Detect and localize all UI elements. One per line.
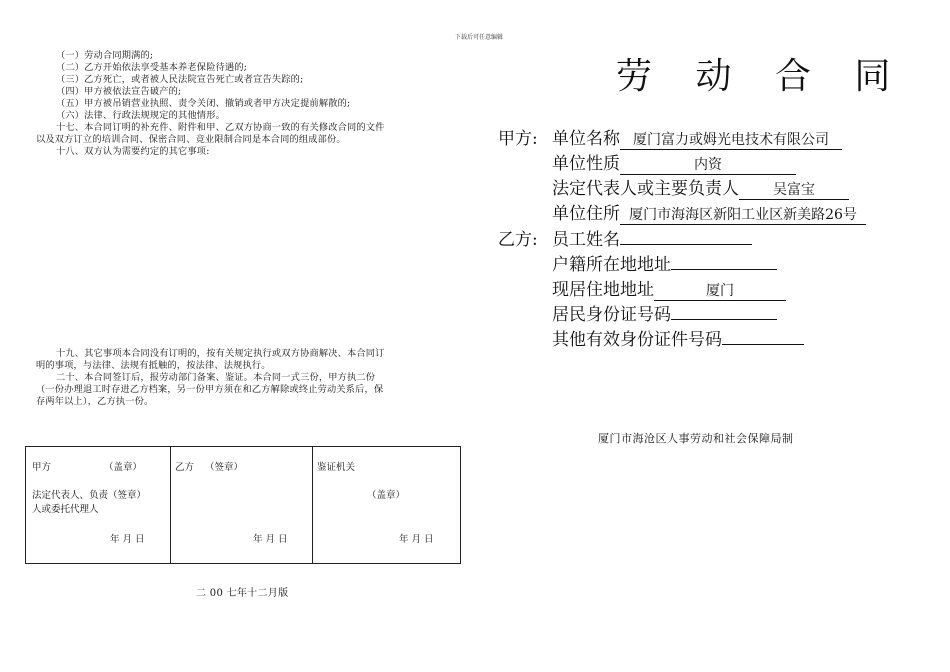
party-a-cell <box>26 447 170 563</box>
id-label: 居民身份证号码 <box>552 305 671 325</box>
clause-18: 十八、双方认为需要约定的其它事项: <box>56 146 210 157</box>
clause-19-line-1: 十九、其它事项本合同没有订明的，按有关规定执行或双方协商解决、本合同订 <box>56 348 385 359</box>
clause-item: （四）甲方被依法宣告破产的; <box>56 86 182 97</box>
clause-item: （二）乙方开始依法享受基本养老保险待遇的; <box>56 62 248 73</box>
legal-rep-label: 法定代表人或主要负责人 <box>552 179 739 199</box>
verify-date: 年 月 日 <box>399 534 434 545</box>
clause-20-line-2: （一份办理退工时存进乙方档案，另一份甲方须在和乙方解除或终止劳动关系后，保 <box>36 384 384 395</box>
version-note: 二 00 七年十二月版 <box>196 588 289 599</box>
legal-rep-value: 吴富宝 <box>739 181 849 200</box>
legal-rep-row <box>552 178 849 200</box>
address-label: 单位住所 <box>552 204 620 224</box>
clause-item: （三）乙方死亡，或者被人民法院宣告死亡或者宣告失踪的; <box>56 74 304 85</box>
contract-title: 劳 动 合 同 <box>616 56 907 97</box>
verify-seal: （盖章） <box>367 490 406 501</box>
party-b-heading: 乙方: <box>498 230 538 250</box>
closing-clauses <box>36 348 385 408</box>
other-id-row <box>552 329 804 351</box>
party-a-date: 年 月 日 <box>110 534 145 545</box>
verify-label: 鉴证机关 <box>317 462 356 473</box>
unit-nature-value: 内资 <box>620 156 796 175</box>
clause-19-line-2: 明的事项，与法律、法规有抵触的，按法律、法规执行。 <box>36 360 271 371</box>
clause-item: （一）劳动合同期满的; <box>56 50 154 61</box>
unit-name-label: 单位名称 <box>552 129 620 149</box>
party-a-heading: 甲方: <box>498 129 538 149</box>
residence-label: 现居住地地址 <box>552 280 654 300</box>
header-note: 下载后可任意编辑 <box>455 34 504 41</box>
clause-item: （六）法律、行政法规规定的其他情形。 <box>56 110 225 121</box>
clause-17-line-1: 十七、本合同订明的补充件、附件和甲、乙双方协商一致的有关修改合同的文件 <box>56 122 385 133</box>
signature-table <box>25 446 461 564</box>
unit-nature-row <box>552 153 796 175</box>
party-a-label: 甲方 <box>32 462 52 473</box>
termination-clauses <box>36 50 385 158</box>
other-id-label: 其他有效身份证件号码 <box>552 330 722 350</box>
residence-value: 厦门 <box>654 282 786 301</box>
party-b-date: 年 月 日 <box>253 534 288 545</box>
employee-name-label: 员工姓名 <box>552 230 620 250</box>
legal-rep-line-1: 法定代表人、负责（签章） <box>32 490 147 501</box>
verify-cell <box>312 447 461 563</box>
residence-row <box>552 279 786 301</box>
party-b-cell <box>170 447 313 563</box>
party-a-seal: （盖章） <box>104 462 143 473</box>
clause-17-line-2: 以及双方订立的培训合同、保密合同、竞业限制合同是本合同的组成部份。 <box>36 134 346 145</box>
other-id-value <box>722 344 804 345</box>
clause-item: （五）甲方被吊销营业执照、责令关闭、撤销或者甲方决定提前解散的; <box>56 98 351 109</box>
hukou-value <box>671 269 777 270</box>
clause-20-line-1: 二十、本合同签订后，报劳动部门备案、鉴证。本合同一式三份，甲方执二份 <box>56 372 376 383</box>
issuer-note: 厦门市海沧区人事劳动和社会保障局制 <box>598 432 794 445</box>
employee-name-row <box>552 229 752 251</box>
unit-nature-label: 单位性质 <box>552 154 620 174</box>
legal-rep-line-2: 人或委托代理人 <box>32 504 99 515</box>
unit-name-row <box>552 128 842 150</box>
clause-20-line-3: 存两年以上），乙方执一份。 <box>36 396 154 407</box>
unit-name-value: 厦门富力或姆光电技术有限公司 <box>620 131 842 150</box>
id-row <box>552 304 777 326</box>
hukou-row <box>552 254 777 276</box>
hukou-label: 户籍所在地地址 <box>552 255 671 275</box>
employee-name-value <box>620 244 752 245</box>
address-value: 厦门市海海区新阳工业区新美路26号 <box>620 206 866 225</box>
address-row <box>552 203 866 225</box>
id-value <box>671 319 777 320</box>
party-b-sign: （签章） <box>205 462 244 473</box>
party-b-label: 乙方 <box>175 462 195 473</box>
